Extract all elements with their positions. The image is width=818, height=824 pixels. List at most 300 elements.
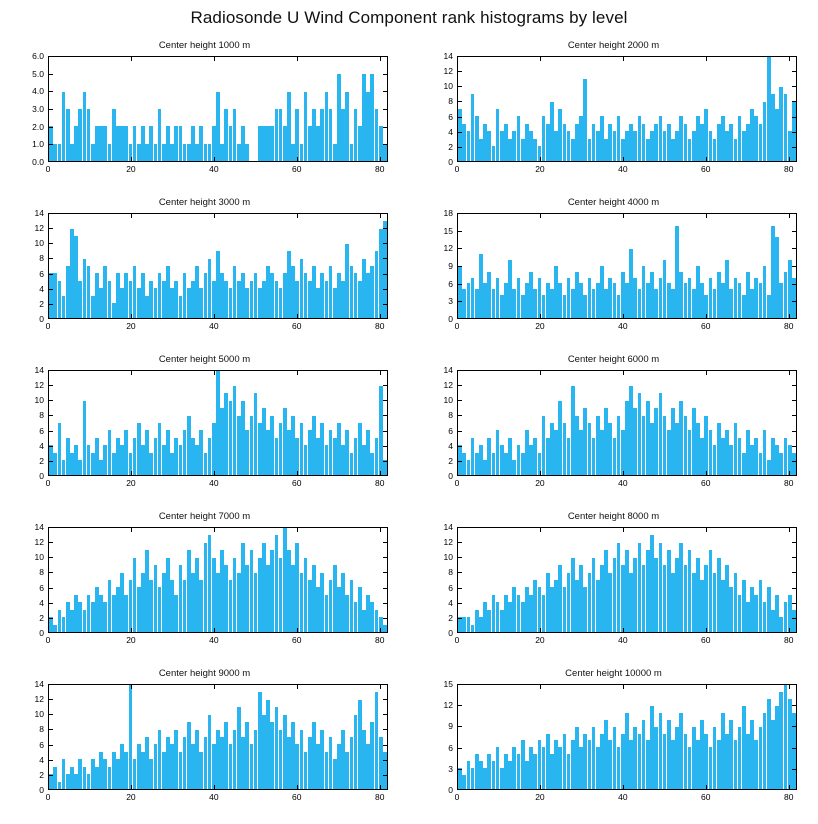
plot-area xyxy=(457,370,797,476)
y-axis-labels xyxy=(409,521,453,638)
x-tick-label: 80 xyxy=(374,478,385,488)
bar xyxy=(187,722,191,789)
bar xyxy=(542,295,546,318)
bar xyxy=(734,573,738,632)
bar xyxy=(87,774,91,789)
bar xyxy=(704,109,708,161)
bar xyxy=(179,565,183,632)
bar xyxy=(199,580,203,632)
bar xyxy=(112,595,116,632)
bar xyxy=(496,109,500,161)
x-tick-label: 80 xyxy=(783,635,794,645)
bar xyxy=(320,273,324,318)
bar xyxy=(383,752,387,789)
y-tick-label: 1.0 xyxy=(32,139,44,150)
bar xyxy=(308,281,312,318)
bar xyxy=(141,573,145,632)
bar xyxy=(287,737,291,789)
bar xyxy=(629,249,633,318)
bar xyxy=(154,288,158,318)
bar xyxy=(604,139,608,161)
bar xyxy=(103,266,107,318)
bar xyxy=(58,423,62,475)
bar xyxy=(362,610,366,632)
bar xyxy=(721,116,725,161)
panel-title: Center height 3000 m xyxy=(158,197,251,208)
bar xyxy=(279,423,283,475)
bar xyxy=(241,737,245,789)
y-tick-label: 14 xyxy=(443,50,453,61)
bar xyxy=(784,602,788,632)
bar xyxy=(467,283,471,318)
bar xyxy=(375,438,379,475)
bar xyxy=(233,386,237,475)
bar xyxy=(575,124,579,161)
bar xyxy=(533,754,537,789)
bar xyxy=(458,109,462,161)
bar xyxy=(287,251,291,318)
bar xyxy=(671,408,675,475)
bar-series xyxy=(458,528,796,632)
bar xyxy=(325,752,329,789)
bar xyxy=(679,543,683,632)
bar xyxy=(709,430,713,475)
bar xyxy=(53,625,57,632)
bar xyxy=(116,587,120,632)
bar xyxy=(220,408,224,475)
bar xyxy=(49,617,53,632)
bar xyxy=(763,266,767,318)
bar xyxy=(304,558,308,632)
bar xyxy=(208,438,212,475)
y-tick-label: 12 xyxy=(443,243,453,254)
bar xyxy=(279,558,283,632)
x-tick-label: 0 xyxy=(45,792,51,802)
bar xyxy=(358,587,362,632)
bar xyxy=(174,730,178,789)
bar xyxy=(329,580,333,632)
bar xyxy=(166,266,170,318)
bar xyxy=(517,278,521,318)
bar xyxy=(717,740,721,789)
bar xyxy=(49,774,53,789)
x-axis-labels xyxy=(454,321,797,335)
bar xyxy=(659,278,663,318)
bar xyxy=(66,438,70,475)
bar xyxy=(479,761,483,789)
bar xyxy=(154,438,158,475)
bar xyxy=(250,281,254,318)
bar xyxy=(688,550,692,632)
bar xyxy=(638,289,642,318)
bar xyxy=(212,281,216,318)
bar xyxy=(279,109,283,161)
bar xyxy=(583,79,587,161)
bar xyxy=(563,124,567,161)
bar xyxy=(629,573,633,632)
plot-area xyxy=(48,370,388,476)
bar xyxy=(275,707,279,789)
bar xyxy=(517,445,521,475)
bar xyxy=(158,423,162,475)
y-tick-label: 4 xyxy=(448,440,453,451)
bar xyxy=(245,288,249,318)
bar xyxy=(659,713,663,789)
bar xyxy=(563,295,567,318)
bar xyxy=(784,438,788,475)
bar xyxy=(525,283,529,318)
bar xyxy=(316,126,320,161)
bar xyxy=(295,543,299,632)
bar xyxy=(166,558,170,632)
bar xyxy=(709,131,713,161)
plot-area xyxy=(48,527,388,633)
bar xyxy=(191,744,195,789)
bar xyxy=(216,730,220,789)
bar xyxy=(621,272,625,318)
chart-panel xyxy=(409,666,818,823)
bar xyxy=(650,706,654,789)
bar xyxy=(734,740,738,789)
bar xyxy=(533,438,537,475)
x-axis-labels xyxy=(454,792,797,806)
bar xyxy=(579,565,583,632)
bar xyxy=(583,587,587,632)
bar xyxy=(659,543,663,632)
bar xyxy=(154,744,158,789)
bar xyxy=(575,416,579,475)
bar xyxy=(270,273,274,318)
bar xyxy=(362,445,366,475)
y-tick-label: 4 xyxy=(39,754,44,765)
x-tick-label: 80 xyxy=(783,792,794,802)
bar xyxy=(550,754,554,789)
bar xyxy=(475,289,479,318)
bar xyxy=(258,558,262,632)
bar xyxy=(458,445,462,475)
bar xyxy=(592,124,596,161)
bar xyxy=(316,438,320,475)
bar xyxy=(742,131,746,161)
bar xyxy=(554,740,558,789)
bar xyxy=(504,754,508,789)
bar xyxy=(688,430,692,475)
bar xyxy=(312,266,316,318)
bar xyxy=(295,109,299,161)
panel-title: Center height 1000 m xyxy=(158,40,251,51)
bar xyxy=(124,752,128,789)
bar xyxy=(608,278,612,318)
bar xyxy=(149,453,153,475)
bar xyxy=(487,272,491,318)
y-tick-label: 2 xyxy=(39,769,44,780)
bar xyxy=(70,144,74,161)
y-tick-label: 3 xyxy=(448,763,453,774)
bar xyxy=(504,595,508,632)
bar xyxy=(262,126,266,161)
bar xyxy=(462,124,466,161)
bar xyxy=(216,251,220,318)
bar xyxy=(133,266,137,318)
bar xyxy=(145,550,149,632)
bar xyxy=(229,580,233,632)
bar xyxy=(613,438,617,475)
bar xyxy=(283,528,287,632)
bar xyxy=(53,273,57,318)
x-tick-label: 60 xyxy=(292,321,302,331)
bar xyxy=(779,692,783,789)
bar-series xyxy=(458,685,796,789)
chart-panel xyxy=(409,509,818,666)
bar xyxy=(642,565,646,632)
bar xyxy=(283,408,287,475)
bar xyxy=(479,254,483,318)
bar xyxy=(788,699,792,789)
bar xyxy=(588,139,592,161)
panel-title: Center height 2000 m xyxy=(567,40,660,51)
bar xyxy=(254,273,258,318)
bar xyxy=(300,423,304,475)
bar xyxy=(233,558,237,632)
bar xyxy=(237,416,241,475)
panel-title: Center height 7000 m xyxy=(158,511,251,522)
bar xyxy=(754,438,758,475)
bar xyxy=(120,573,124,632)
bar xyxy=(638,116,642,161)
bar xyxy=(300,730,304,789)
bar xyxy=(667,430,671,475)
bar xyxy=(763,430,767,475)
bar xyxy=(746,734,750,789)
bar xyxy=(625,131,629,161)
bar xyxy=(546,283,550,318)
bar xyxy=(709,278,713,318)
bar xyxy=(512,587,516,632)
bar xyxy=(158,109,162,161)
bar xyxy=(471,625,475,632)
bar xyxy=(320,573,324,632)
bar xyxy=(103,759,107,789)
bar xyxy=(49,273,53,318)
bar xyxy=(792,713,796,789)
bar xyxy=(229,288,233,318)
bar xyxy=(625,401,629,475)
x-tick-label: 40 xyxy=(618,635,628,645)
bar xyxy=(546,124,550,161)
bar xyxy=(654,408,658,475)
bar xyxy=(608,573,612,632)
bar xyxy=(646,740,650,789)
x-tick-label: 40 xyxy=(618,478,628,488)
bar xyxy=(83,259,87,318)
bar xyxy=(224,722,228,789)
bar xyxy=(124,430,128,475)
bar xyxy=(70,453,74,475)
bar xyxy=(583,295,587,318)
x-axis-labels xyxy=(454,635,797,649)
bar xyxy=(554,131,558,161)
bar xyxy=(49,445,53,475)
bar xyxy=(366,744,370,789)
bar xyxy=(588,740,592,789)
bar xyxy=(542,747,546,789)
bar xyxy=(170,288,174,318)
bar xyxy=(124,273,128,318)
bar xyxy=(563,734,567,789)
bar xyxy=(304,752,308,789)
bar xyxy=(538,587,542,632)
bar-series xyxy=(49,685,387,789)
y-axis-labels xyxy=(0,364,44,481)
bar xyxy=(759,124,763,161)
y-tick-label: 14 xyxy=(34,521,44,532)
bar xyxy=(567,278,571,318)
bar xyxy=(174,595,178,632)
bar xyxy=(337,423,341,475)
bar xyxy=(112,109,116,161)
bar xyxy=(458,266,462,318)
bar xyxy=(563,423,567,475)
bar xyxy=(166,430,170,475)
x-tick-label: 0 xyxy=(454,635,460,645)
x-tick-label: 20 xyxy=(126,164,136,174)
bar xyxy=(300,573,304,632)
bar xyxy=(329,109,333,161)
y-axis-labels xyxy=(0,50,44,167)
bar xyxy=(729,289,733,318)
bar xyxy=(370,602,374,632)
bar xyxy=(525,124,529,161)
bar xyxy=(237,573,241,632)
bar xyxy=(717,423,721,475)
bar xyxy=(99,595,103,632)
bar xyxy=(533,289,537,318)
x-tick-label: 80 xyxy=(783,478,794,488)
bar xyxy=(517,116,521,161)
bar-series xyxy=(458,371,796,475)
bar xyxy=(74,445,78,475)
bar xyxy=(667,283,671,318)
bar xyxy=(341,573,345,632)
chart-panel xyxy=(409,38,818,195)
bar xyxy=(74,236,78,318)
bar xyxy=(546,734,550,789)
bar xyxy=(525,587,529,632)
y-tick-label: 6 xyxy=(448,111,453,122)
bar xyxy=(525,761,529,789)
bar xyxy=(275,281,279,318)
bar xyxy=(517,595,521,632)
bar xyxy=(370,266,374,318)
bar xyxy=(208,715,212,789)
bar xyxy=(775,706,779,789)
plot-area xyxy=(48,213,388,319)
bar xyxy=(725,260,729,318)
bar xyxy=(746,124,750,161)
bar xyxy=(546,573,550,632)
bar xyxy=(742,453,746,475)
bar xyxy=(149,759,153,789)
bar xyxy=(120,126,124,161)
bar xyxy=(621,565,625,632)
bar xyxy=(729,720,733,789)
bar xyxy=(788,131,792,161)
bar xyxy=(738,438,742,475)
bar xyxy=(633,131,637,161)
bar xyxy=(504,453,508,475)
x-tick-label: 20 xyxy=(535,635,545,645)
y-axis-labels xyxy=(409,50,453,167)
bar xyxy=(663,565,667,632)
x-tick-label: 0 xyxy=(454,164,460,174)
y-tick-label: 6.0 xyxy=(32,50,44,61)
y-tick-label: 0 xyxy=(448,470,453,481)
bar xyxy=(763,102,767,161)
bar xyxy=(725,430,729,475)
bar xyxy=(241,273,245,318)
bar xyxy=(354,273,358,318)
bar xyxy=(767,460,771,475)
bar xyxy=(325,92,329,161)
bar xyxy=(754,740,758,789)
bar xyxy=(588,573,592,632)
bar xyxy=(183,430,187,475)
y-tick-label: 2 xyxy=(39,455,44,466)
bar xyxy=(767,699,771,789)
bar xyxy=(625,550,629,632)
bar xyxy=(358,126,362,161)
bar xyxy=(78,281,82,318)
bar xyxy=(162,752,166,789)
bar xyxy=(483,283,487,318)
bar xyxy=(237,707,241,789)
bar xyxy=(492,146,496,161)
bar xyxy=(504,283,508,318)
bar xyxy=(216,573,220,632)
bar xyxy=(137,288,141,318)
bar xyxy=(467,761,471,789)
bar xyxy=(350,144,354,161)
y-tick-label: 0 xyxy=(448,784,453,795)
bar xyxy=(792,102,796,161)
bar-series xyxy=(458,57,796,161)
bar xyxy=(291,416,295,475)
bar xyxy=(779,617,783,632)
bar xyxy=(329,266,333,318)
bar xyxy=(350,453,354,475)
bar xyxy=(70,229,74,318)
panel-title: Center height 4000 m xyxy=(567,197,660,208)
bar xyxy=(675,558,679,632)
bar xyxy=(617,416,621,475)
bar xyxy=(738,283,742,318)
bar xyxy=(158,587,162,632)
bar xyxy=(604,289,608,318)
bar xyxy=(208,144,212,161)
bar xyxy=(179,296,183,318)
bar xyxy=(654,727,658,789)
bar xyxy=(187,144,191,161)
bar xyxy=(366,595,370,632)
bar xyxy=(642,720,646,789)
bar xyxy=(784,685,788,789)
bar xyxy=(83,401,87,475)
bar xyxy=(233,109,237,161)
bar xyxy=(608,423,612,475)
bar-series xyxy=(458,214,796,318)
bar xyxy=(721,713,725,789)
bar xyxy=(529,131,533,161)
